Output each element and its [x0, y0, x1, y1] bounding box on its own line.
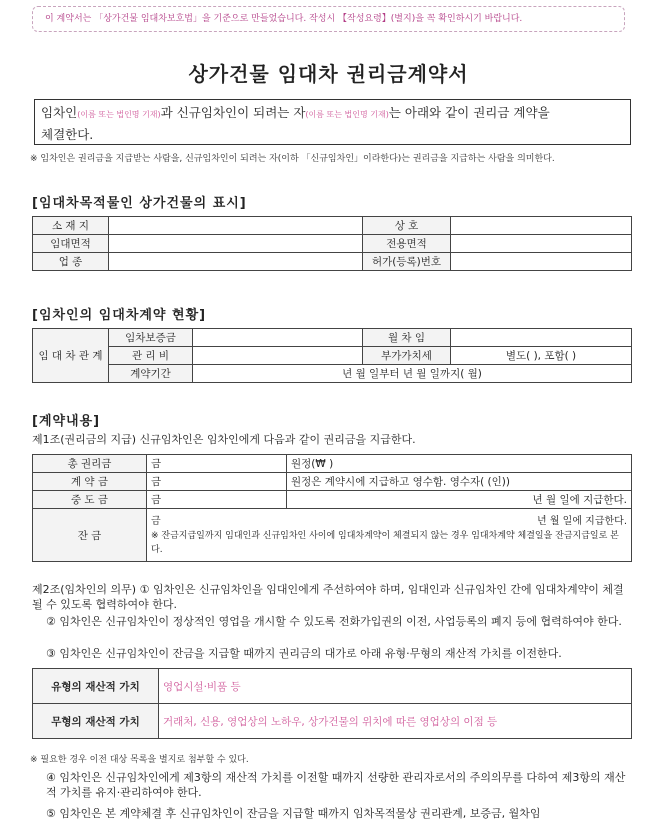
article-2-clause-2: ② 임차인은 신규임차인이 정상적인 영업을 개시할 수 있도록 전화가입권의 이전, 사업등록의 폐지 등에 협력하여야 한다.	[46, 615, 622, 628]
field-down-payment[interactable]: 금	[147, 473, 287, 491]
note-attachment: ※ 필요한 경우 이전 대상 목록을 별지로 첨부할 수 있다.	[30, 755, 249, 765]
field-total-premium[interactable]: 금	[147, 455, 287, 473]
label-tangible-value: 유형의 재산적 가치	[33, 669, 159, 704]
article-2-clause-4: ④ 임차인은 신규임차인에게 제3항의 재산적 가치를 이전할 때까지 선량한 관리자로서의 주의의무를 다하여 제3항의 재산적 가치를 유지·관리하여야 한다.	[46, 771, 626, 799]
section-heading-property: [임대차목적물인 상가건물의 표시]	[32, 196, 247, 211]
page-title: 상가건물 임대차 권리금계약서	[188, 62, 469, 86]
label-down-payment: 계 약 금	[33, 473, 147, 491]
section-heading-lease: [임차인의 임대차계약 현황]	[32, 308, 207, 323]
field-contract-period[interactable]: 년 월 일부터 년 월 일까지( 월)	[193, 365, 632, 383]
intro-text: 체결한다.	[41, 127, 94, 142]
label-lease-area: 임대면적	[33, 235, 109, 253]
field-total-premium-note[interactable]: 원정(₩ )	[287, 455, 632, 473]
label-trade-name: 상 호	[363, 217, 451, 235]
article-2: 제2조(임차인의 의무) ① 임차인은 신규임차인을 임대인에게 주선하여야 하며, 임대인과 신규임차인 간에 임대차계약이 체결될 수 있도록 협력하여야 한다.	[32, 583, 624, 611]
field-tangible-value[interactable]: 영업시설·비품 등	[159, 669, 632, 704]
field-interim-payment[interactable]: 금	[147, 491, 287, 509]
field-maintenance-fee[interactable]	[193, 347, 363, 365]
label-business-type: 업 종	[33, 253, 109, 271]
field-address[interactable]	[109, 217, 363, 235]
label-interim-payment: 중 도 금	[33, 491, 147, 509]
article-2-clause-3: ③ 임차인은 신규임차인이 잔금을 지급할 때까지 권리금의 대가로 아래 유형·무형의 재산적 가치를 이전한다.	[46, 647, 562, 660]
intro-box	[34, 99, 631, 145]
field-interim-payment-date[interactable]: 년 월 일에 지급한다.	[287, 491, 632, 509]
lease-table	[32, 328, 632, 383]
intro-text: 는 아래와 같이 권리금 계약을	[388, 105, 550, 120]
payment-table	[32, 454, 632, 562]
section-heading-terms: [계약내용]	[32, 414, 101, 429]
field-intangible-value[interactable]: 거래처, 신용, 영업상의 노하우, 상가건물의 위치에 따른 영업상의 이점 등	[159, 704, 632, 739]
article-1: 제1조(권리금의 지급) 신규임차인은 임차인에게 다음과 같이 권리금을 지급한다.	[32, 433, 416, 446]
field-trade-name[interactable]	[451, 217, 632, 235]
notice-banner: 이 계약서는 「상가건물 임대차보호법」을 기준으로 만들었습니다. 작성시 【작성요령】(별지)을 꼭 확인하시기 바랍니다.	[32, 6, 625, 32]
field-vat[interactable]: 별도( ), 포함( )	[451, 347, 632, 365]
label-exclusive-area: 전용면적	[363, 235, 451, 253]
label-license-number: 허가(등록)번호	[363, 253, 451, 271]
label-deposit: 임차보증금	[109, 329, 193, 347]
label-intangible-value: 무형의 재산적 가치	[33, 704, 159, 739]
label-lease-relation: 임 대 차 관 계	[33, 329, 109, 383]
label-contract-period: 계약기간	[109, 365, 193, 383]
property-table	[32, 216, 632, 271]
label-monthly-rent: 월 차 임	[363, 329, 451, 347]
balance-note: ※ 잔금지급일까지 임대인과 신규임차인 사이에 임대차계약이 체결되지 않는 경우 임대차계약 체결일을 잔금지급일로 본다.	[151, 530, 619, 555]
balance-cell	[147, 509, 632, 562]
intro-text: 임차인	[41, 105, 78, 120]
field-down-payment-note[interactable]: 원정은 계약시에 지급하고 영수함. 영수자( (인))	[287, 473, 632, 491]
label-vat: 부가가치세	[363, 347, 451, 365]
intro-hint: (이름 또는 법인명 기재)	[77, 110, 161, 119]
intro-hint: (이름 또는 법인명 기재)	[305, 110, 389, 119]
label-balance: 잔 금	[33, 509, 147, 562]
field-lease-area[interactable]	[109, 235, 363, 253]
field-balance[interactable]: 금	[151, 515, 161, 527]
article-2-clause-5: ⑤ 임차인은 본 계약체결 후 신규임차인이 잔금을 지급할 때까지 임차목적물상 권리관계, 보증금, 월차임	[46, 807, 541, 820]
field-business-type[interactable]	[109, 253, 363, 271]
label-total-premium: 총 권리금	[33, 455, 147, 473]
field-deposit[interactable]	[193, 329, 363, 347]
intro-text: 과 신규임차인이 되려는 자	[160, 105, 306, 120]
label-maintenance-fee: 관 리 비	[109, 347, 193, 365]
note-definition: ※ 임차인은 권리금을 지급받는 사람을, 신규임차인이 되려는 자(이하 「신규임차인」이라한다)는 권리금을 지급하는 사람을 의미한다.	[30, 154, 555, 164]
label-address: 소 재 지	[33, 217, 109, 235]
field-balance-date[interactable]: 년 월 일에 지급한다.	[537, 515, 627, 527]
field-license-number[interactable]	[451, 253, 632, 271]
value-transfer-table	[32, 668, 632, 739]
field-monthly-rent[interactable]	[451, 329, 632, 347]
field-exclusive-area[interactable]	[451, 235, 632, 253]
